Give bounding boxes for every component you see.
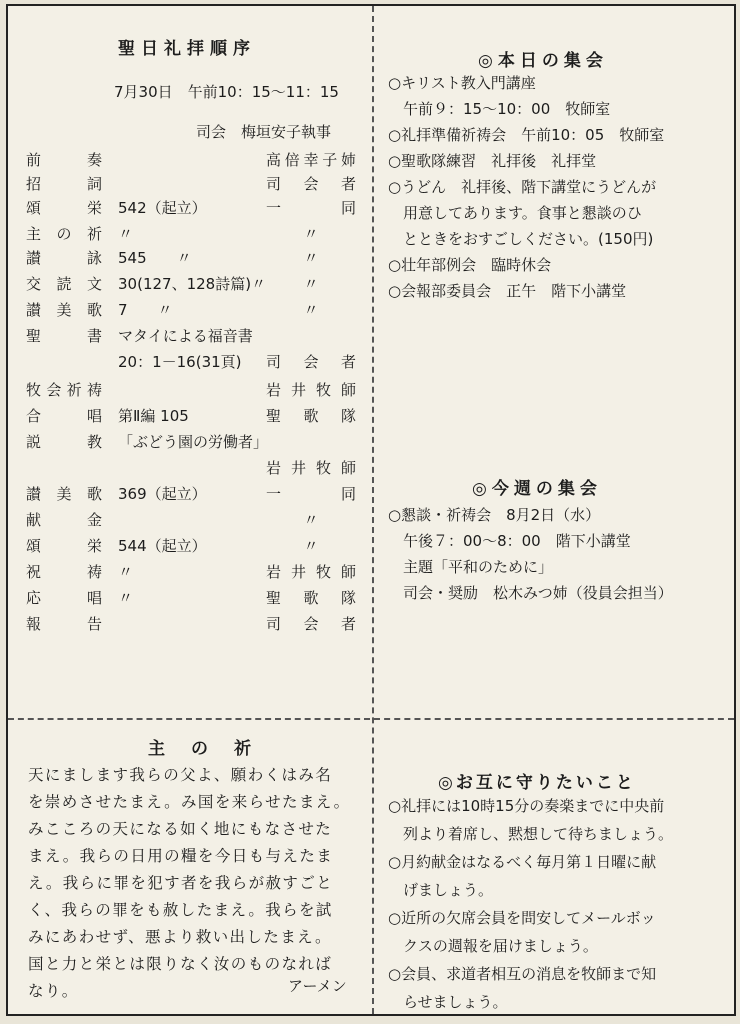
service-item bbox=[26, 222, 356, 246]
service-item bbox=[26, 560, 356, 584]
today-line: ○壮年部例会 臨時休会 bbox=[388, 256, 552, 274]
prayer-line: 天にまします我らの父よ、願わくはみ名 bbox=[28, 766, 333, 784]
service-item-label: 讃美歌 bbox=[26, 301, 102, 319]
horizontal-cut-line-right bbox=[374, 718, 734, 720]
service-item-person: 聖歌隊 bbox=[266, 589, 356, 607]
service-title: 聖日礼拝順序 bbox=[118, 39, 256, 59]
prayer-line: え。我らに罪を犯す者を我らが赦すごと bbox=[28, 874, 334, 892]
prayer-text bbox=[28, 762, 351, 1005]
prayer-line: を崇めさせたまえ。み国を来らせたまえ。 bbox=[28, 793, 351, 811]
service-item bbox=[26, 298, 356, 322]
today-line: ○キリスト教入門講座 bbox=[388, 74, 536, 92]
mutual-line: ○礼拝には10時15分の奏楽までに中央前 bbox=[388, 797, 665, 815]
service-item-label: 献金 bbox=[26, 511, 102, 529]
service-item bbox=[26, 404, 356, 428]
service-item-person: 司会者 bbox=[266, 615, 356, 633]
service-item-detail: 544（起立） bbox=[118, 537, 207, 555]
service-item bbox=[26, 430, 356, 454]
service-item-person: 岩井牧師 bbox=[266, 563, 356, 581]
service-item-label: 讃美歌 bbox=[26, 485, 102, 503]
service-presider: 司会 梅垣安子執事 bbox=[196, 123, 332, 141]
service-item-person: 〃 bbox=[303, 511, 319, 529]
service-item-label: 前奏 bbox=[26, 151, 102, 169]
week-line: 司会・奨励 松木みつ姉（役員会担当） bbox=[388, 584, 673, 602]
horizontal-cut-line-left bbox=[8, 718, 370, 720]
service-item-person: 岩井牧師 bbox=[266, 459, 356, 477]
service-item bbox=[26, 482, 356, 506]
service-item-person: 〃 bbox=[303, 301, 319, 319]
service-item-label: 報告 bbox=[26, 615, 102, 633]
today-meetings-list bbox=[388, 70, 664, 304]
service-item bbox=[26, 324, 356, 348]
service-item-person: 〃 bbox=[303, 225, 319, 243]
service-item-label: 主の祈 bbox=[26, 225, 102, 243]
mutual-line: クスの週報を届けましょう。 bbox=[388, 937, 598, 955]
service-item-label: 合唱 bbox=[26, 407, 102, 425]
service-item-detail: 第Ⅱ編 105 bbox=[118, 407, 189, 425]
week-line: ○懇談・祈祷会 8月2日（水） bbox=[388, 506, 601, 524]
service-item-label: 祝祷 bbox=[26, 563, 102, 581]
service-item-label: 説教 bbox=[26, 433, 102, 451]
week-line: 主題「平和のために」 bbox=[388, 558, 554, 576]
service-item-detail: 30(127、128詩篇)〃 bbox=[118, 275, 267, 293]
service-item-detail: 「ぶどう園の労働者」 bbox=[118, 433, 269, 451]
prayer-line: みにあわせず、悪より救い出したまえ。 bbox=[28, 928, 332, 946]
service-item bbox=[26, 350, 356, 374]
bulletin-page bbox=[6, 4, 736, 1016]
today-line: ○会報部委員会 正午 階下小講堂 bbox=[388, 282, 627, 300]
mutual-line: ○会員、求道者相互の消息を牧師まで知 bbox=[388, 965, 657, 983]
prayer-line: く、我らの罪をも赦したまえ。我らを試 bbox=[28, 901, 333, 919]
service-item bbox=[26, 534, 356, 558]
service-item-person: 一同 bbox=[266, 199, 356, 217]
vertical-cut-line bbox=[372, 6, 374, 1014]
service-item bbox=[26, 378, 356, 402]
service-item-label: 招詞 bbox=[26, 175, 102, 193]
mutual-line: げましょう。 bbox=[388, 881, 494, 899]
week-line: 午後７：00～8：00 階下小講堂 bbox=[388, 532, 631, 550]
service-date: 7月30日 午前10：15～11：15 bbox=[114, 83, 339, 101]
today-line: ○聖歌隊練習 礼拝後 礼拝堂 bbox=[388, 152, 597, 170]
service-item-label: 頌栄 bbox=[26, 537, 102, 555]
service-item-detail: 369（起立） bbox=[118, 485, 207, 503]
service-item bbox=[26, 456, 356, 480]
service-item-person: 一同 bbox=[266, 485, 356, 503]
service-item-detail: 7 〃 bbox=[118, 301, 173, 319]
service-item-label: 応唱 bbox=[26, 589, 102, 607]
mutual-line: らせましょう。 bbox=[388, 993, 508, 1011]
service-item-person: 〃 bbox=[303, 249, 319, 267]
week-title: ◎今週の集会 bbox=[472, 479, 602, 499]
service-item-person: 聖歌隊 bbox=[266, 407, 356, 425]
service-item-detail: マタイによる福音書 bbox=[118, 327, 253, 345]
service-item bbox=[26, 196, 356, 220]
prayer-title: 主の祈 bbox=[148, 739, 277, 759]
service-item-detail: 545 〃 bbox=[118, 249, 192, 267]
mutual-line: ○月約献金はなるべく毎月第１日曜に献 bbox=[388, 853, 657, 871]
service-item bbox=[26, 586, 356, 610]
service-item bbox=[26, 272, 356, 296]
service-item bbox=[26, 612, 356, 636]
today-line: ○礼拝準備祈祷会 午前10：05 牧師室 bbox=[388, 126, 665, 144]
mutual-observances-list bbox=[388, 792, 673, 1016]
service-item-person: 〃 bbox=[303, 537, 319, 555]
service-item-person: 司会者 bbox=[266, 175, 356, 193]
service-item-detail: 〃 bbox=[118, 589, 134, 607]
week-meetings-list bbox=[388, 502, 673, 606]
service-item-person: 高倍幸子姉 bbox=[266, 151, 356, 169]
service-item-detail: 〃 bbox=[118, 225, 134, 243]
prayer-line: みこころの天になる如く地にもなさせた bbox=[28, 820, 333, 838]
today-line: ○うどん 礼拝後、階下講堂にうどんが bbox=[388, 178, 657, 196]
service-item-label: 頌栄 bbox=[26, 199, 102, 217]
service-item-person: 岩井牧師 bbox=[266, 381, 356, 399]
mutual-line: ○近所の欠席会員を問安してメールボッ bbox=[388, 909, 656, 927]
service-item-detail: 〃 bbox=[118, 563, 134, 581]
service-item-label: 聖書 bbox=[26, 327, 102, 345]
today-line: 午前９：15～10：00 牧師室 bbox=[388, 100, 611, 118]
service-item-person: 〃 bbox=[303, 275, 319, 293]
service-item-label: 牧会祈祷 bbox=[26, 381, 102, 399]
service-item bbox=[26, 148, 356, 172]
prayer-line: まえ。我らの日用の糧を今日も与えたま bbox=[28, 847, 334, 865]
today-title: ◎本日の集会 bbox=[478, 51, 608, 71]
mutual-title: ◎お互に守りたいこと bbox=[438, 773, 636, 793]
service-item bbox=[26, 172, 356, 196]
service-item-detail: 20：1－16(31頁) bbox=[118, 353, 242, 371]
prayer-line: なり。 bbox=[28, 982, 79, 1000]
service-item bbox=[26, 508, 356, 532]
today-line: とときをおすごしください。(150円) bbox=[388, 230, 654, 248]
service-item-detail: 542（起立） bbox=[118, 199, 207, 217]
service-item bbox=[26, 246, 356, 270]
service-item-label: 讃詠 bbox=[26, 249, 102, 267]
today-line: 用意してあります。食事と懇談のひ bbox=[388, 204, 642, 222]
service-item-person: 司会者 bbox=[266, 353, 356, 371]
mutual-line: 列より着席し、黙想して待ちましょう。 bbox=[388, 825, 674, 843]
service-item-label: 交読文 bbox=[26, 275, 102, 293]
prayer-amen: アーメン bbox=[288, 977, 347, 995]
prayer-line: 国と力と栄とは限りなく汝のものなれば bbox=[28, 955, 333, 973]
